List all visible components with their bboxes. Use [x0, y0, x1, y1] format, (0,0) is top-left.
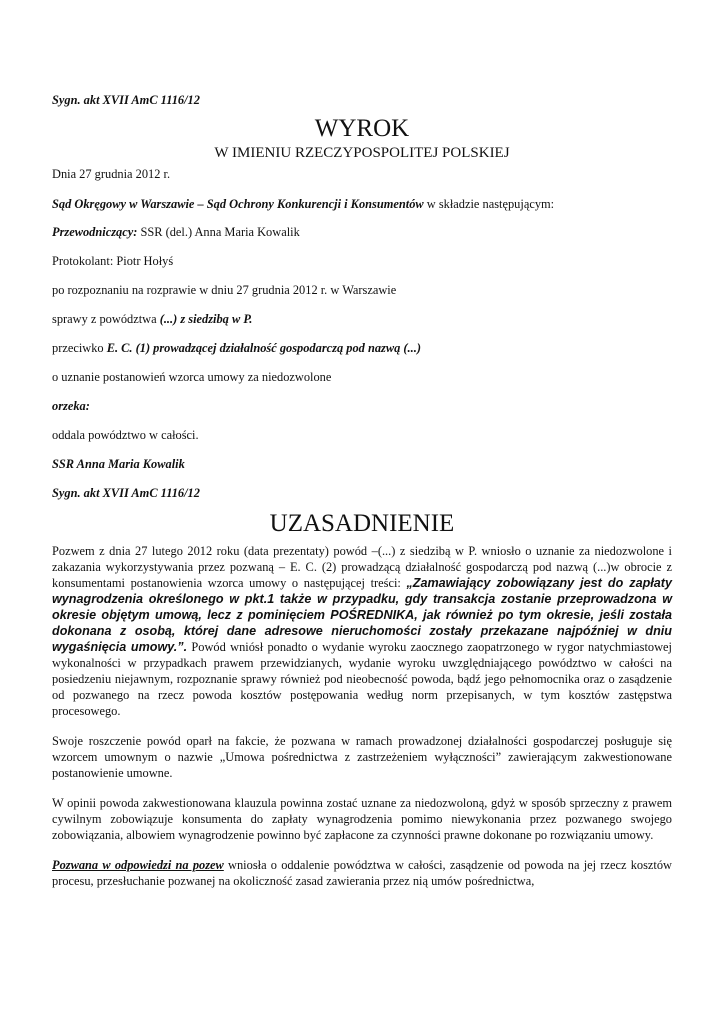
against-prefix: przeciwko — [52, 341, 107, 355]
ruling-date: Dnia 27 grudnia 2012 r. — [52, 167, 171, 181]
court-composition-rest: w składzie następującym: — [423, 197, 555, 211]
document-page — [52, 92, 672, 889]
against-line — [52, 340, 672, 356]
chair-value: SSR (del.) Anna Maria Kowalik — [137, 225, 300, 239]
decision-line: oddala powództwo w całości. — [52, 428, 199, 442]
decides-label: orzeka: — [52, 399, 90, 413]
document-subtitle: W IMIENIU RZECZYPOSPOLITEJ POLSKIEJ — [214, 145, 510, 161]
paragraph-1-end: Powód wniósł ponadto o wydanie wyroku zaocznego zaopatrzonego w rygor natychmiastowej wykonalności w przypadkach prawem przewidzianych, wydanie wyroku uwzględniającego powództwo w całości na posiedzeniu niejawnym, rozpoznanie sprawy również pod nieobecność powoda, bądź jego pełnomocnika oraz o zasądzenie od pozwanego na rzecz powoda kosztów postępowania według norm przepisanych, w tym kosztów zastępstwa procesowego. — [52, 640, 672, 718]
defendant-name: E. C. (1) prowadzącej działalność gospodarczą pod nazwą (...) — [106, 341, 421, 355]
paragraph-1-start: Pozwem z dnia 27 lutego 2012 roku (data prezentaty) powód –(...) z siedzibą w P. wniosło o uznanie za niedozwolone i zakazania wykorzystywania przez pozwaną – E. C. (2) prowadzącą działalność gospodarczą pod nazwą (...)w obrocie z konsumentami postanowienia wzorca umowy o następującej treści: — [52, 544, 672, 590]
paragraph-4-rest: wniosła o oddalenie powództwa w całości, zasądzenie od powoda na jej rzecz kosztów procesu, przesłuchanie pozwanej na okoliczność zasad zawierania przez nią umów pośrednictwa, — [52, 858, 672, 888]
subject-line: o uznanie postanowień wzorca umowy za niedozwolone — [52, 370, 332, 384]
contested-clause-quote: „Zamawiający zobowiązany jest do zapłaty wynagrodzenia określonego w pkt.1 także w przypadku, gdy transakcja zostanie przeprowadzona w okresie objętym umową, lecz z pominięciem POŚREDNIKA, jak również po tym okresie, jeśli została dokonana z osobą, której dane adresowe nieruchomości zostały przekazane najpóźniej w dniu wygaśnięcia umowy.”. — [52, 576, 672, 654]
justification-paragraph-2: Swoje roszczenie powód oparł na fakcie, że pozwana w ramach prowadzonej działalności gospodarczej posługuje się wzorcem umownym o nazwie „Umowa pośrednictwa z zastrzeżeniem wyłączności” zawierającym zakwestionowane postanowienie umowne. — [52, 734, 672, 780]
justification-title: UZASADNIENIE — [269, 510, 455, 537]
court-composition — [52, 196, 672, 212]
case-reference-2: Sygn. akt XVII AmC 1116/12 — [52, 486, 200, 500]
judge-signature: SSR Anna Maria Kowalik — [52, 457, 185, 471]
justification-paragraph-3: W opinii powoda zakwestionowana klauzula powinna zostać uznane za niedozwoloną, gdyż w sposób sprzeczny z prawem cywilnym zobowiązuje konsumenta do zapłaty wynagrodzenia pomimo niewykonania przez pozwanego swojego zobowiązania, albowiem wynagrodzenie powinno być zapłacone za czynności prawne dokonane po rozwiązaniu umowy. — [52, 796, 672, 842]
chair-line — [52, 224, 672, 240]
case-parties-line — [52, 311, 672, 327]
document-title: WYROK — [314, 115, 410, 142]
chair-label: Przewodniczący: — [52, 225, 138, 239]
justification-paragraph-4 — [52, 857, 672, 889]
court-name: Sąd Okręgowy w Warszawie – Sąd Ochrony Konkurencji i Konsumentów — [52, 197, 424, 211]
case-prefix: sprawy z powództwa — [52, 312, 160, 326]
hearing-line: po rozpoznaniu na rozprawie w dniu 27 grudnia 2012 r. w Warszawie — [52, 283, 397, 297]
case-reference: Sygn. akt XVII AmC 1116/12 — [52, 93, 200, 107]
defendant-response-label: Pozwana w odpowiedzi na pozew — [52, 858, 224, 872]
justification-paragraph-1 — [52, 543, 672, 719]
plaintiff-name: (...) z siedzibą w P. — [159, 312, 253, 326]
clerk-line: Protokolant: Piotr Hołyś — [52, 254, 174, 268]
